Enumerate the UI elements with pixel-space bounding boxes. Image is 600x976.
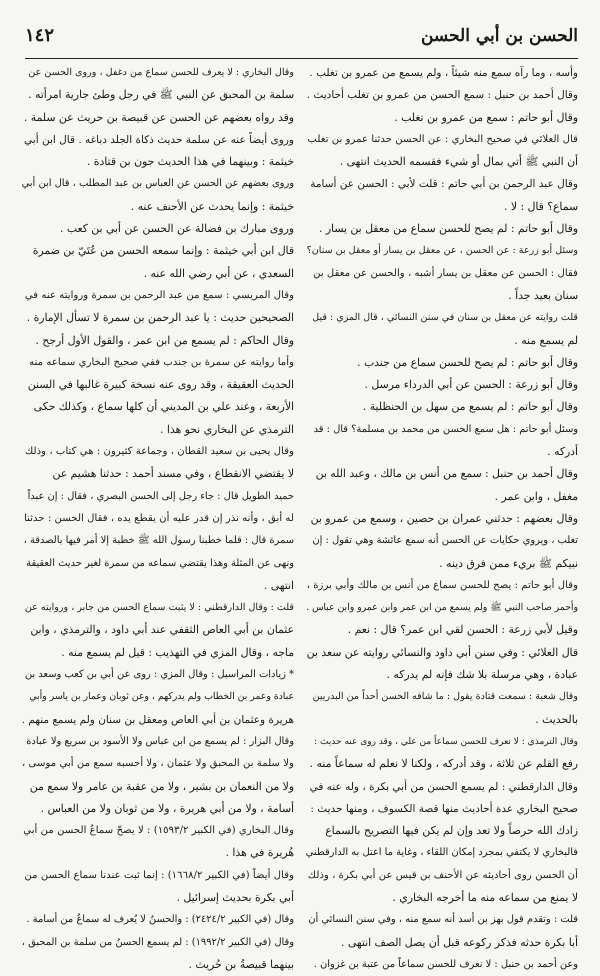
text-line: لم يسمع منه . bbox=[514, 333, 578, 347]
text-line: وقال أبو حاتم : لم يصح للحسن سماع من معقل بن يسار . bbox=[318, 222, 578, 236]
text-line: الحديث العقيقة ، وقد روى عنه نسخة كبيرة غالبها في السنن bbox=[27, 378, 294, 392]
text-line: وقال أيضاً (في الكبير ١٦٦٨/٢) : إنما ثبت عندنا سماع الحسن من bbox=[24, 869, 294, 881]
text-line: وقال عبد الرحمن بن أبي حاتم : قلت لأبي : الحسن عن أسامة bbox=[310, 178, 578, 191]
text-line: تغلب ، ويروي حكايات عن الحسن أنه سمع عائشة وهي تقول : إن bbox=[312, 535, 578, 547]
text-line: عثمان بن أبي العاص الثقفي عند أبي داود ، والترمذي ، وابن bbox=[30, 623, 294, 637]
text-line: قال العلائي : وفي سنن أبي داود والنسائي روايته عن سعد بن bbox=[306, 645, 578, 659]
text-line: * زيادات المراسيل : وقال المزي : روى عن أبي بن كعب وسعد بن bbox=[24, 669, 294, 681]
text-line: أدركه . bbox=[547, 445, 578, 459]
text-line: وقال بعضهم : حدثني عمران بن حصين ، وسمع من عمرو بن bbox=[310, 511, 578, 525]
left-column bbox=[21, 62, 294, 971]
text-line: نبيكم ﷺ بريء ممن فرق دينه . bbox=[439, 556, 578, 570]
text-line: عبادة ، وهي مرسلة بلا شك فإنه لم يدركه . bbox=[386, 668, 578, 682]
text-line: وقال أبو حاتم : لم يصح للحسن سماع من جندب . bbox=[357, 355, 578, 369]
text-line: ولا من النعمان بن بشير ، ولا من عقبة بن عامر ولا سمع من bbox=[29, 779, 294, 793]
right-column bbox=[305, 62, 578, 970]
text-line: السعدي ، عن أبي رضي الله عنه . bbox=[143, 266, 294, 280]
text-line: قلت : وقال الدارقطني : لا يثبت سماع الحسن من جابر ، وروايته عن bbox=[24, 602, 294, 614]
text-line: خيثمة : وإنما يحدث عن الأحنف عنه . bbox=[130, 199, 294, 213]
text-line: وقال أبو زرعة : الحسن عن أبي الدرداء مرسل . bbox=[364, 378, 578, 392]
text-line: وروى مبارك بن فضالة عن الحسن عن أبي بن كعب . bbox=[59, 222, 294, 236]
text-line: وقال شعبة : سمعت قتادة يقول : ما شافه الحسن أحداً من البدريين bbox=[312, 691, 578, 703]
text-line: وقال المريسي : سمع من عبد الرحمن بن سمرة وروايته عنه في bbox=[24, 289, 294, 301]
text-line: لا يمنع من سماعه منه ما أخرجه البخاري . bbox=[392, 890, 578, 904]
text-line: وقال البخاري : لا يعرف للحسن سماع من دغفل ، وروى الحسن عن bbox=[28, 67, 294, 78]
text-line: أبي بكرة بحديث إسرائيل . bbox=[176, 890, 294, 904]
text-line: وقال الدارقطني : لم يسمع الحسن من أبي بكرة ، وله عنه في bbox=[309, 780, 578, 793]
text-line: فالبخاري لا يكتفي بمجرد إمكان اللقاء ، وغاية ما اعتل به الدارقطني bbox=[305, 847, 578, 859]
text-line: وسئل أبو زرعة : عن الحسن ، عن معقل بن يسار أو معقل بن سنان؟ bbox=[306, 245, 578, 257]
text-line: زادك الله حرصاً ولا تعد وإن لم يكن فيها التصريح بالسماع bbox=[325, 824, 578, 838]
page-number: ١٤٢ bbox=[25, 25, 55, 46]
text-line: خيثمة : وبينهما في هذا الحديث جون بن قتادة . bbox=[86, 155, 294, 169]
text-line: وقال أبو حاتم : يصح للحسن سماع من أنس بن مالك وأبي برزة ، bbox=[306, 579, 578, 591]
text-line: الترمذي عن البخاري نحو هذا . bbox=[159, 422, 294, 436]
text-line: الأربعة ، وعند علي بن المديني أن كلها سماع ، وكذلك حكى bbox=[33, 400, 294, 414]
text-line: وقال أبو حاتم : سمع من عمرو بن تغلب . bbox=[394, 110, 578, 124]
text-line: سمرة قال : قلما خطبنا رسول الله ﷺ خطبة إلا أمر فيها بالصدقة ، bbox=[23, 535, 294, 547]
text-line: هريرة وعثمان بن أبي العاص ومعقل بن سنان ولم يسمع منهم . bbox=[21, 713, 294, 726]
running-head: الحسن بن أبي الحسن bbox=[420, 26, 578, 46]
text-line: وقال الترمذي : لا نعرف للحسن سماعاً من علي ، وقد روى عنه حديث : bbox=[314, 736, 578, 747]
text-line: أبا بكرة حدثه فذكر ركوعه قبل أن يصل الصف انتهى . bbox=[341, 935, 578, 949]
text-line: صحيح البخاري عدة أحاديث منها قصة الكسوف ، ومنها حديث : bbox=[310, 802, 578, 815]
text-line: انتهى . bbox=[263, 578, 294, 592]
text-line: الصحيحين حديث : يا عبد الرحمن بن سمرة لا تسأل الإمارة . bbox=[26, 311, 294, 325]
text-line: سماع؟ قال : لا . bbox=[503, 199, 578, 213]
text-line: وقد رواه بعضهم عن الحسن عن قبيصة بن حريث عن سلمة . bbox=[23, 110, 294, 124]
text-line: له أبق ، وأنه نذر إن قدر عليه أن يقطع يده ، فقال الحسن : حدثنا bbox=[23, 512, 294, 524]
text-line: أسامة ، ولا من أبي هريرة ، ولا من ثوبان ولا من العباس . bbox=[40, 801, 294, 815]
text-line: وقال الحاكم : لم يسمع من ابن عمر ، والقول الأول أرجح . bbox=[35, 333, 294, 347]
text-line: وقال أبو حاتم : لم يسمع من سهل بن الحنظلية . bbox=[362, 400, 578, 414]
text-line: وروى أيضاً عنه عن سلمة حديث ذكاة الجلد دباغه . قال ابن أبي bbox=[24, 133, 294, 146]
text-line: وعن أحمد بن حنبل : لا نعرف للحسن سماعاً من عتبة بن غزوان . bbox=[313, 958, 578, 970]
text-line: ونهى عن المثلة وهذا يقتضي سماعه من سمرة لغير حديث العقيقة bbox=[26, 557, 294, 569]
text-line: أن النبي ﷺ أتي بمال أو شيء فقسمه الحديث انتهى . bbox=[339, 155, 578, 169]
text-line: وقال (في الكبير ٢٤٢٤/٢) : والحسنُ لا يُعرف له سماعٌ من أسامة . bbox=[26, 914, 294, 926]
text-line: وروى بعضهم عن الحسن عن العباس بن عبد المطلب ، قال ابن أبي bbox=[21, 178, 294, 190]
text-line: حميد الطويل قال : جاء رجل إلى الحسن البصري ، فقال : إن عبداً bbox=[27, 490, 294, 502]
text-line: سنان بعيد جداً . bbox=[508, 288, 578, 302]
text-line: وأما روايته عن سمرة بن جندب ففي صحيح البخاري سماعه منه bbox=[29, 356, 294, 368]
text-line: مغفل ، وابن عمر . bbox=[494, 489, 578, 503]
text-line: هُريرة في هذا . bbox=[225, 846, 294, 860]
text-line: رفع القلم عن ثلاثة ، وقد أدركه ، ولكنا لا نعلم له سماعاً منه . bbox=[309, 757, 578, 771]
page-header bbox=[25, 20, 578, 59]
text-line: وقال أحمد بن حنبل : سمع من أنس بن مالك ، وعبد الله بن bbox=[315, 467, 578, 481]
text-line: أن الحسن روى أحاديثه عن الأحنف بن قيس عن أبي بكرة ، وذلك bbox=[307, 869, 578, 881]
text-line: ولا سلمة بن المحبق ولا عثمان ، ولا أحسبه سمع من أبي موسى ، bbox=[21, 758, 294, 770]
text-line: سلمة بن المحبق عن النبي ﷺ في رجل وطئ جارية امرأته . bbox=[28, 88, 294, 102]
text-line: وقال أحمد بن حنبل : سمع الحسن من عمرو بن تغلب أحاديث . bbox=[306, 89, 578, 102]
text-line: قال العلائي في صحيح البخاري : عن الحسن حدثنا عمرو بن تغلب bbox=[307, 133, 578, 145]
text-line: وأسه ، وما رآه سمع منه شيئاً ، ولم يسمع من عمرو بن تغلب . bbox=[309, 67, 578, 79]
text-line: فقال : الحسن عن معقل بن يسار أشبه ، والحسن عن معقل بن bbox=[313, 267, 578, 279]
text-line: وقال البخاري (في الكبير ١٥٩٣/٢) : لا يصحّ سماعُ الحسن من أبي bbox=[23, 825, 294, 837]
text-line: وقيل لأبي زرعة : الحسن لقي ابن عمر؟ قال : نعم . bbox=[347, 623, 578, 637]
text-line: وقال البزار : لم يسمع من ابن عباس ولا الأسود بن سريع ولا عبادة bbox=[26, 735, 294, 747]
text-line: قلت : وتقدم قول بهز بن أسد أنه سمع منه ، وفي سنن النسائي أن bbox=[308, 914, 578, 926]
text-line: عبادة وعمر بن الخطاب ولم يدركهم ، وعن ثوبان وعمار بن ياسر وأبي bbox=[29, 691, 294, 703]
text-line: بينهما قبيصةُ بن حُريث . bbox=[188, 957, 294, 971]
text-line: وقال (في الكبير ١٩٩٢/٢) : لم يسمع الحسنُ من سلمة بن المحبق ، bbox=[21, 936, 294, 948]
text-line: بالحديث . bbox=[535, 712, 578, 726]
text-line: وأحمر صاحب النبي ﷺ ولم يسمع من ابن عمر وابن عمرو وابن عباس . bbox=[306, 602, 578, 614]
text-line: قال ابن أبي خيثمة : وإنما سمعه الحسن من عُتَيّ بن ضمرة bbox=[32, 244, 294, 258]
text-line: قلت روايته عن معقل بن سنان في سنن النسائي ، قال المزي : قيل bbox=[312, 312, 578, 324]
text-line: ماجه ، وقال المزي في التهذيب : قيل لم يسمع منه . bbox=[61, 645, 294, 659]
text-line: وسئل أبو حاتم : هل سمع الحسن من محمد بن مسلمة؟ قال : قد bbox=[313, 423, 578, 435]
text-line: لا يقتضي الانقطاع ، وفي مسند أحمد : حدثنا هشيم عن bbox=[52, 467, 294, 481]
text-line: وقال يحيى بن سعيد القطان ، وجماعة كثيرون : هي كتاب ، وذلك bbox=[24, 446, 294, 458]
